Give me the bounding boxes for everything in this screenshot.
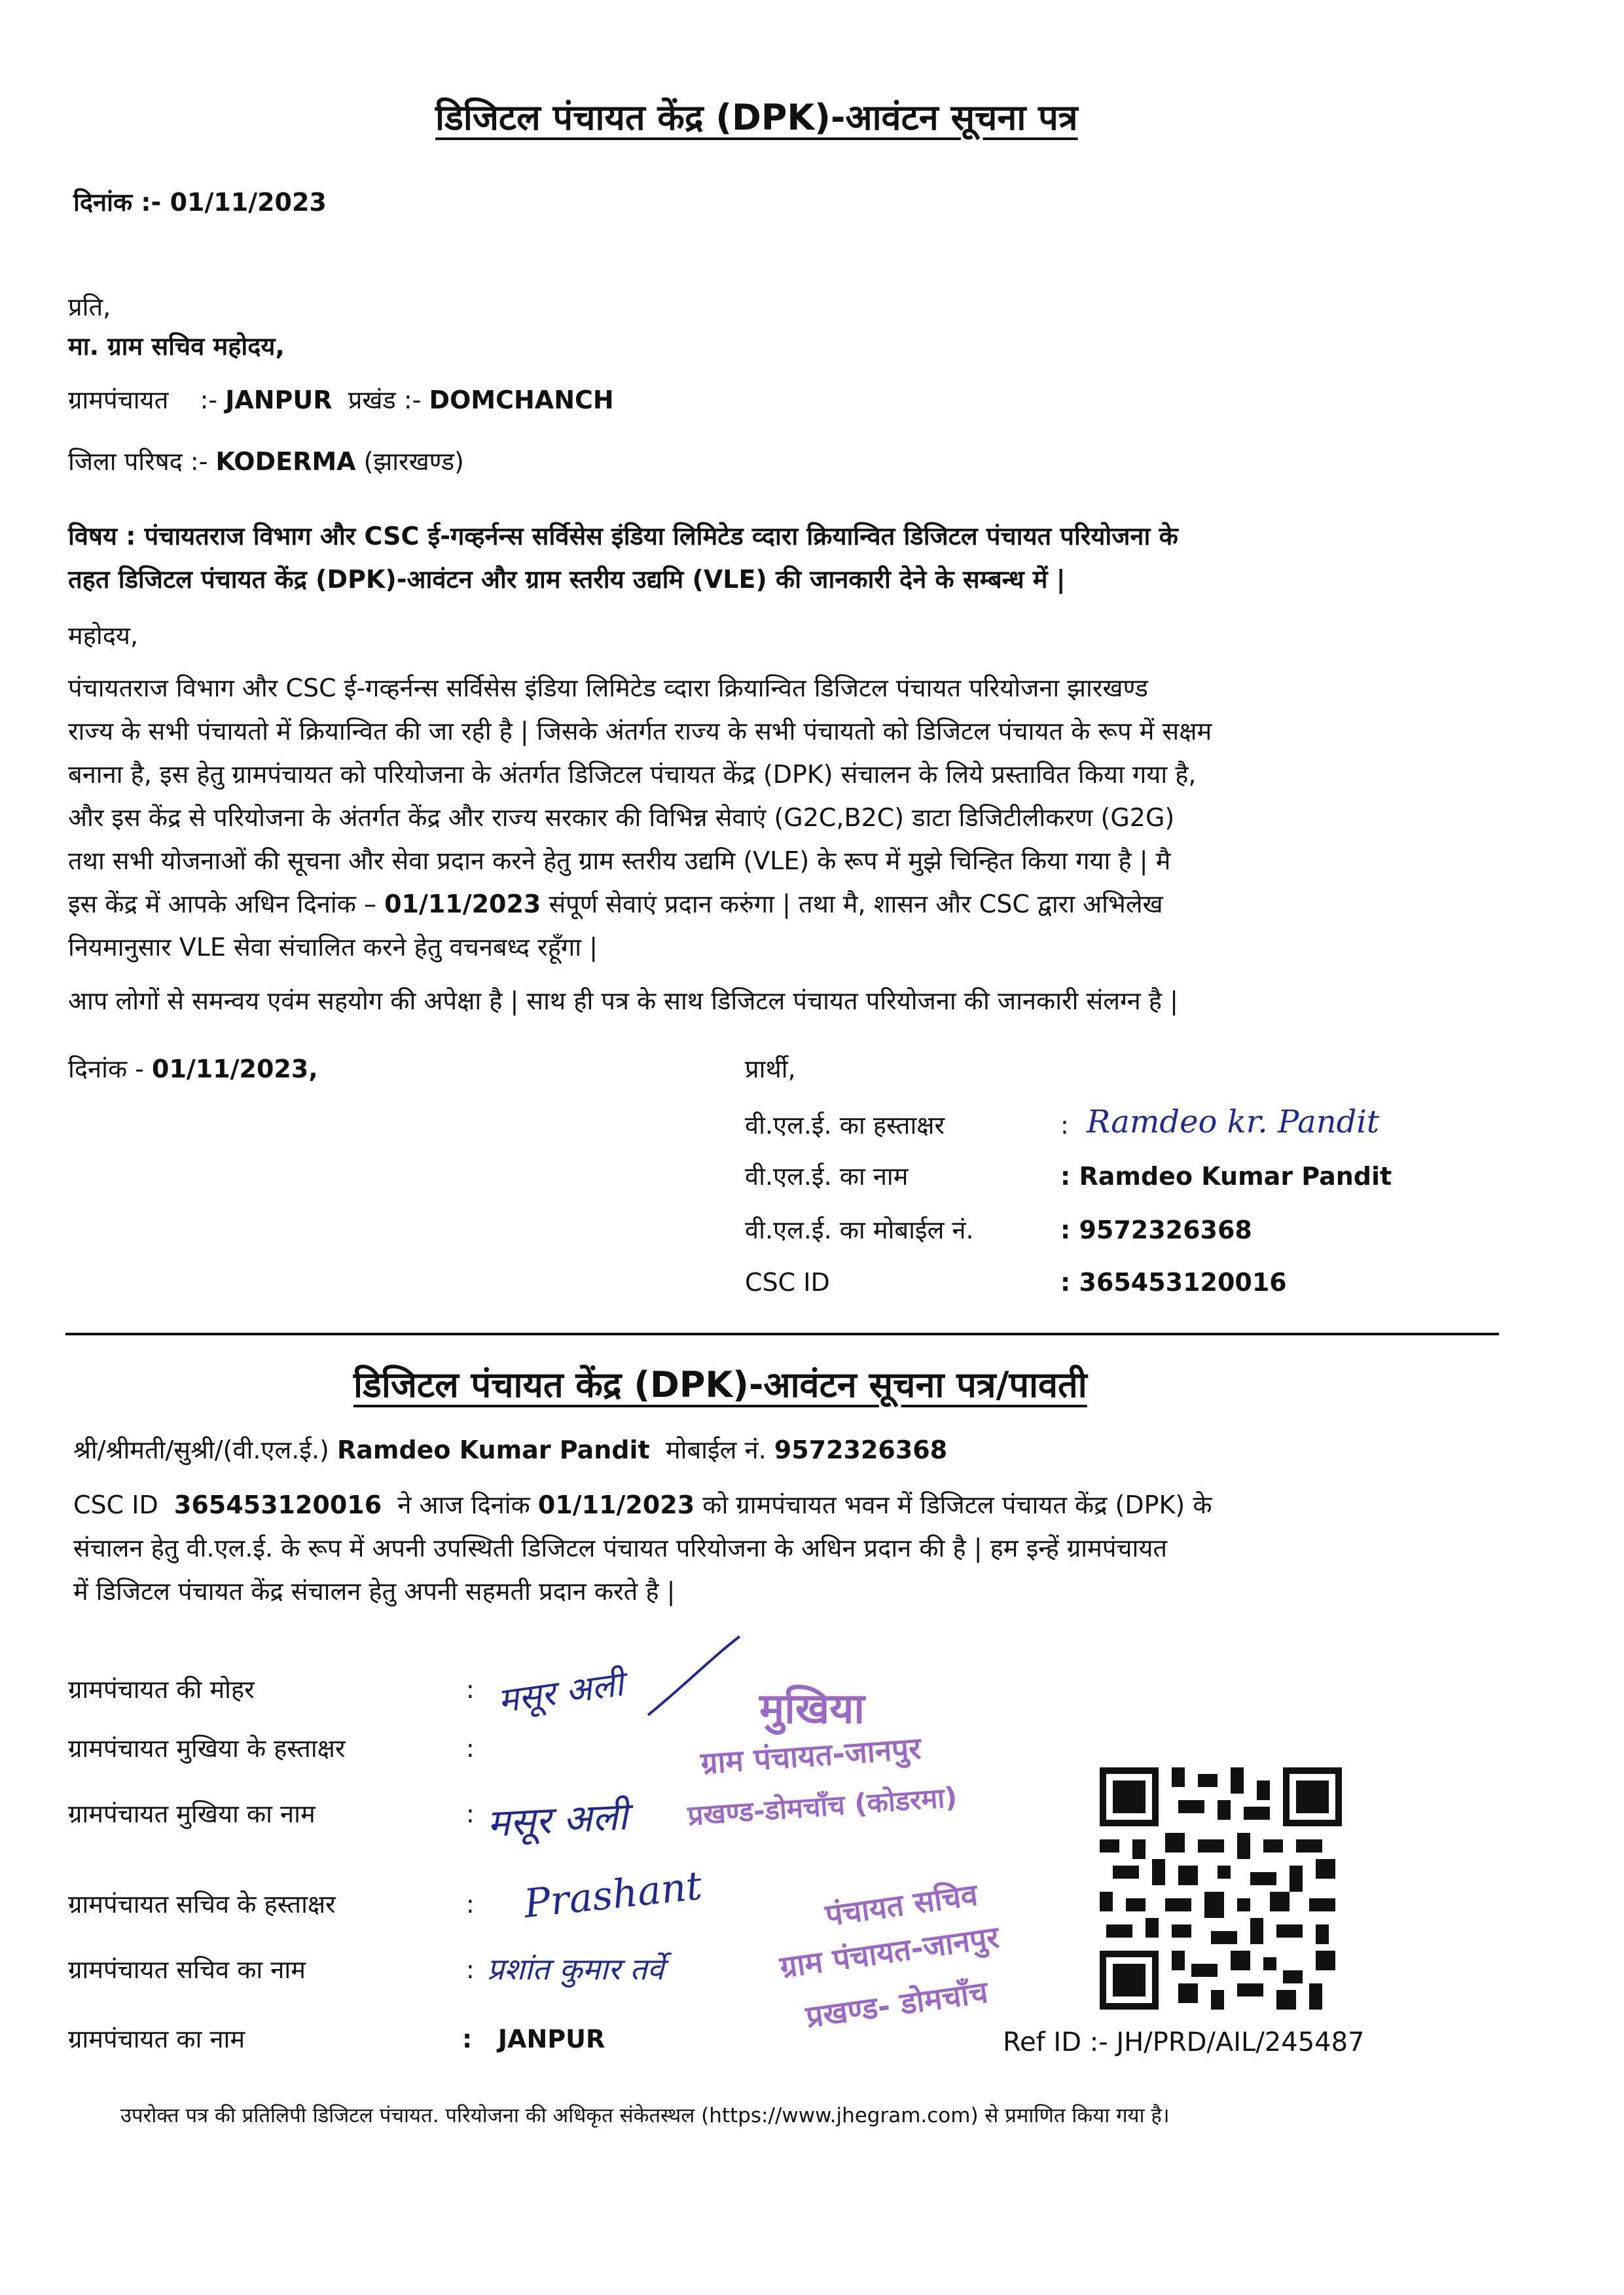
- receipt-mobile: 9572326368: [774, 1436, 948, 1464]
- colon: :: [462, 2025, 473, 2053]
- gp-block-line: [68, 388, 614, 412]
- colon: :: [466, 1955, 475, 1984]
- date-line: [73, 190, 327, 215]
- qr-code-icon: [1100, 1767, 1342, 2010]
- body-line: नियमानुसार VLE सेवा संचालित करने हेतु वचनबध्द रहूँगा |: [68, 933, 598, 962]
- gp-sachiv-sig-label: ग्रामपंचायत सचिव के हस्ताक्षर: [68, 1890, 336, 1919]
- state-text: (झारखण्ड): [363, 447, 464, 476]
- vle-name: Ramdeo Kumar Pandit: [1079, 1162, 1392, 1191]
- seal-signature: मसूर अली: [496, 1664, 626, 1722]
- sachiv-name-handwritten: प्रशांत कुमार तर्वे: [487, 1951, 664, 1987]
- block-label: प्रखंड :-: [348, 386, 422, 414]
- sachiv-stamp-line: प्रखण्ड- डोमचाँच: [803, 1974, 990, 2035]
- district-label: जिला परिषद :-: [68, 447, 208, 476]
- colon: :: [466, 1890, 475, 1919]
- page-title: डिजिटल पंचायत केंद्र (DPK)-आवंटन सूचना पत्र: [435, 97, 1078, 138]
- district-line: [68, 449, 464, 474]
- body-date: 01/11/2023: [384, 890, 541, 918]
- receipt-text: CSC ID: [73, 1491, 158, 1519]
- vle-name-label: वी.एल.ई. का नाम: [745, 1162, 909, 1191]
- receipt-text: ने आज दिनांक: [397, 1491, 530, 1519]
- sign-date: [68, 1057, 318, 1081]
- csc-id: 365453120016: [1079, 1268, 1287, 1297]
- body-line: पंचायतराज विभाग और CSC ई-गव्हर्नन्स सर्विसेस इंडिया लिमिटेड व्दारा क्रियान्वित डिजिटल पंचायत परियोजना झारखण्ड: [68, 674, 1148, 702]
- gp-name: JANPUR: [497, 2025, 605, 2053]
- receipt-line: संचालन हेतु वी.एल.ई. के रूप में अपनी उपस्थिती डिजिटल पंचायत परियोजना के अधिन प्रदान की है | हम इन्हें ग्रामपंचायत: [73, 1534, 1168, 1563]
- colon: :: [1060, 1162, 1071, 1191]
- sachiv-stamp-line: ग्राम पंचायत-जानपुर: [778, 1919, 1001, 1985]
- gp-value: JANPUR: [225, 386, 333, 414]
- sign-date-value: 01/11/2023,: [152, 1055, 318, 1083]
- gp-label: ग्रामपंचायत: [68, 386, 169, 414]
- colon: :: [466, 1675, 475, 1704]
- colon: :: [1060, 1216, 1071, 1244]
- body-line: तथा सभी योजनाओं की सूचना और सेवा प्रदान करने हेतु ग्राम स्तरीय उद्यमि (VLE) के रूप में मुझे चिन्हित किया गया है | मै: [68, 846, 1171, 875]
- csc-id-label: CSC ID: [745, 1268, 830, 1297]
- vle-signature: Ramdeo kr. Pandit: [1087, 1104, 1379, 1140]
- colon: :: [1060, 1268, 1071, 1297]
- subject-line: तहत डिजिटल पंचायत केंद्र (DPK)-आवंटन और ग्राम स्तरीय उद्यमि (VLE) की जानकारी देने के सम्बन्ध में |: [68, 565, 1066, 594]
- date-label: दिनांक :-: [73, 188, 162, 217]
- section-divider: [65, 1333, 1499, 1335]
- receipt-line: [73, 1483, 1212, 1527]
- closing-line: आप लोगों से समन्वय एवंम सहयोग की अपेक्षा है | साथ ही पत्र के साथ डिजिटल पंचायत परियोजना की जानकारी संलग्न है |: [68, 986, 1178, 1015]
- mukhiya-stamp-line: ग्राम पंचायत-जानपुर: [699, 1730, 922, 1781]
- recipient-text: मा. ग्राम सचिव महोदय,: [68, 332, 285, 361]
- body-text: इस केंद्र में आपके अधिन दिनांक –: [68, 890, 376, 918]
- receipt-text: मोबाईल नं.: [665, 1436, 767, 1464]
- receipt-paragraph: [73, 1483, 1212, 1613]
- gp-seal-label: ग्रामपंचायत की मोहर: [68, 1675, 255, 1704]
- subject: [68, 515, 1178, 601]
- subject-line: विषय : पंचायतराज विभाग और CSC ई-गव्हर्नन्स सर्विसेस इंडिया लिमिटेड व्दारा क्रियान्वित डिजिटल पंचायत परियोजना के: [68, 522, 1178, 551]
- body-line: और इस केंद्र से परियोजना के अंतर्गत केंद्र और राज्य सरकार की विभिन्न सेवाएं (G2C,B2C) डाटा डिजिटीलीकरण (G2G): [68, 803, 1175, 832]
- prati-text: प्रति,: [68, 293, 111, 321]
- gp-name-value: [462, 2027, 605, 2051]
- mukhiya-stamp-line: प्रखण्ड-डोमचाँच (कोडरमा): [686, 1780, 958, 1832]
- body-line: राज्य के सभी पंचायतो में क्रियान्वित की जा रही है | जिसके अंतर्गत राज्य के सभी पंचायतो को डिजिटल पंचायत के रूप में सक्षम: [68, 717, 1212, 746]
- sign-date-label: दिनांक -: [68, 1055, 144, 1083]
- vle-mobile-value: [1060, 1218, 1252, 1242]
- footer-note: उपरोक्त पत्र की प्रतिलिपी डिजिटल पंचायत. परियोजना की अधिकृत संकेतस्थल (https://www.jhegram.com) से प्रमाणित किया गया है।: [120, 2104, 1170, 2127]
- gp-mukhiya-sig-label: ग्रामपंचायत मुखिया के हस्ताक्षर: [68, 1734, 346, 1763]
- receipt-text: को ग्रामपंचायत भवन में डिजिटल पंचायत केंद्र (DPK) के: [702, 1491, 1212, 1519]
- salutation: महोदय,: [68, 621, 139, 650]
- gp-sachiv-name-label: ग्रामपंचायत सचिव का नाम: [68, 1955, 306, 1984]
- vle-sig-label: वी.एल.ई. का हस्ताक्षर: [745, 1111, 945, 1140]
- district-value: KODERMA: [215, 447, 356, 476]
- receipt-title: डिजिटल पंचायत केंद्र (DPK)-आवंटन सूचना पत्र/पावती: [353, 1364, 1087, 1405]
- sachiv-signature: Prashant: [522, 1862, 704, 1928]
- receipt-line: में डिजिटल पंचायत केंद्र संचालन हेतु अपनी सहमती प्रदान करते है |: [73, 1577, 676, 1606]
- colon: :: [466, 1734, 475, 1763]
- applicant-label: प्रार्थी,: [745, 1055, 796, 1083]
- gp-sep: :-: [200, 386, 218, 414]
- body-line: बनाना है, इस हेतु ग्रामपंचायत को परियोजना के अंतर्गत डिजिटल पंचायत केंद्र (DPK) संचालन के लिये प्रस्तावित किया गया है,: [68, 760, 1197, 789]
- vle-mobile: 9572326368: [1079, 1216, 1252, 1244]
- colon: :: [466, 1799, 475, 1828]
- receipt-date: 01/11/2023: [537, 1491, 695, 1519]
- receipt-text: श्री/श्रीमती/सुश्री/(वी.एल.ई.): [73, 1436, 329, 1464]
- vle-mobile-label: वी.एल.ई. का मोबाईल नं.: [745, 1216, 974, 1244]
- body-line: [68, 882, 1212, 926]
- receipt-csc-id: 365453120016: [173, 1491, 382, 1519]
- colon: :: [1060, 1111, 1069, 1140]
- csc-id-value: [1060, 1270, 1287, 1295]
- date-value: 01/11/2023: [170, 188, 327, 217]
- gp-name-label: ग्रामपंचायत का नाम: [68, 2025, 245, 2053]
- receipt-line-1: [73, 1437, 947, 1462]
- vle-name-value: [1060, 1164, 1392, 1189]
- body-paragraph: [68, 666, 1212, 969]
- sachiv-stamp-title: पंचायत सचिव: [823, 1876, 980, 1934]
- receipt-vle-name: Ramdeo Kumar Pandit: [336, 1436, 650, 1464]
- ref-id: Ref ID :- JH/PRD/AIL/245487: [1003, 2027, 1365, 2057]
- body-text: संपूर्ण सेवाएं प्रदान करुंगा | तथा मै, शासन और CSC द्वारा अभिलेख: [549, 890, 1163, 918]
- signature-stroke: [641, 1630, 746, 1722]
- gp-mukhiya-name-label: ग्रामपंचायत मुखिया का नाम: [68, 1799, 316, 1828]
- mukhiya-name-handwritten: मसूर अली: [486, 1794, 629, 1846]
- mukhiya-stamp-title: मुखिया: [759, 1685, 865, 1733]
- block-value: DOMCHANCH: [429, 386, 614, 414]
